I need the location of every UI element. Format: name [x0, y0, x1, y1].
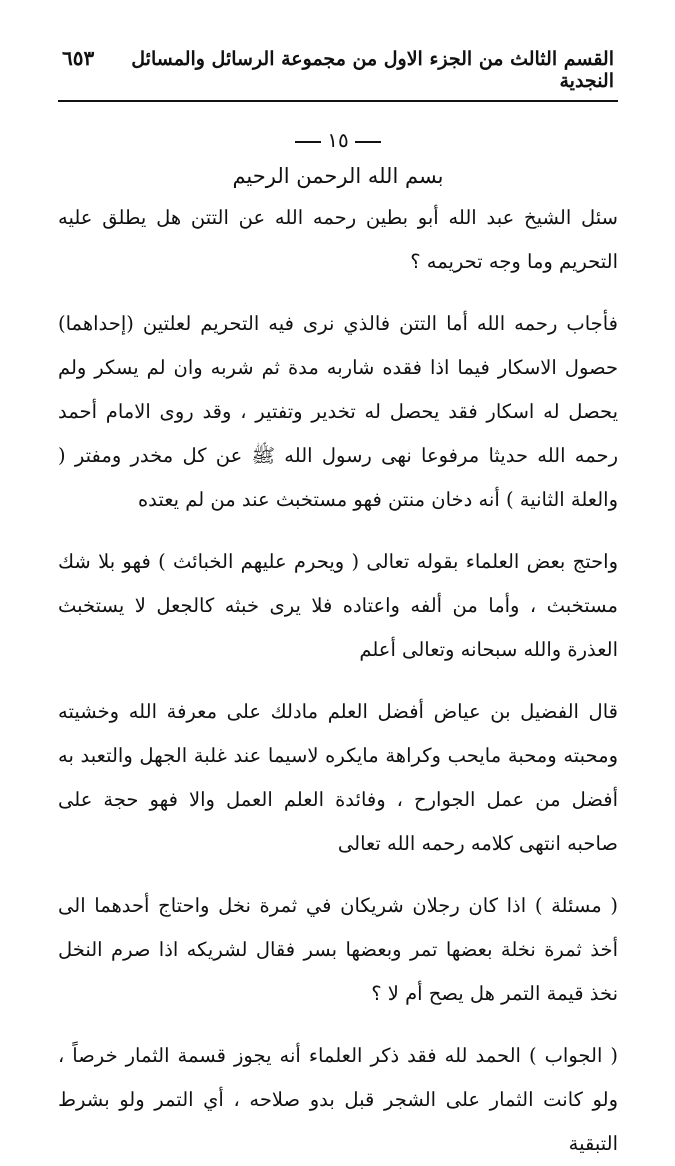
paragraph-question-dates: ( مسئلة ) اذا كان رجلان شريكان في ثمرة نخل واحتاج أحدهما الى أخذ ثمرة نخلة بعضها تمر وبعضها بسر فقال لشريكه اذا صرم النخل نخذ قيمة التمر هل يصح أم لا ؟	[58, 894, 618, 1005]
header-title: القسم الثالث من الجزء الاول من مجموعة الرسائل والمسائل النجدية	[131, 48, 614, 92]
section-number	[58, 128, 618, 152]
paragraph-answer-tobacco: فأجاب رحمه الله أما التتن فالذي نرى فيه التحريم لعلتين (إحداهما) حصول الاسكار فيما اذا فقده شاربه مدة ثم شربه وان لم يسكر ولم يحصل له اسكار فقد يحصل له تخدير وتفتير ، وقد روى الامام أحمد رحمه الله حديثا مرفوعا نهى رسول الله ﷺ عن كل مخدر ومفتر ( والعلة الثانية ) أنه دخان منتن فهو مستخبث عند من لم يعتده	[58, 312, 618, 511]
header-rule	[58, 100, 618, 102]
page-number: ٦٥٣	[62, 46, 95, 70]
paragraph-evidence: واحتج بعض العلماء بقوله تعالى ( ويحرم عليهم الخبائث ) فهو بلا شك مستخبث ، وأما من ألفه واعتاده فلا يرى خبثه كالجعل لا يستخبث العذرة والله سبحانه وتعالى أعلم	[58, 550, 618, 661]
running-header	[58, 40, 618, 100]
paragraph-fudayl-quote: قال الفضيل بن عياض أفضل العلم مادلك على معرفة الله وخشيته ومحبته ومحبة مايحب وكراهة مايكره لاسيما عند غلبة الجهل والتعبد به أفضل من عمل الجوارح ، وفائدة العلم العمل والا فهو حجة على صاحبه انتهى كلامه رحمه الله تعالى	[58, 700, 618, 855]
document-page	[58, 40, 618, 1166]
section-number-text: ١٥	[327, 128, 349, 152]
basmala: بسم الله الرحمن الرحيم	[232, 164, 444, 188]
paragraph-question-tobacco: سئل الشيخ عبد الله أبو بطين رحمه الله عن التتن هل يطلق عليه التحريم وما وجه تحريمه ؟	[58, 206, 618, 273]
paragraph-answer-dates: ( الجواب ) الحمد لله فقد ذكر العلماء أنه يجوز قسمة الثمار خرصاً ، ولو كانت الثمار على الشجر قبل بدو صلاحه ، أي التمر ولو بشرط التبقية	[58, 1044, 618, 1155]
right-dash	[295, 141, 321, 143]
left-dash	[355, 141, 381, 143]
